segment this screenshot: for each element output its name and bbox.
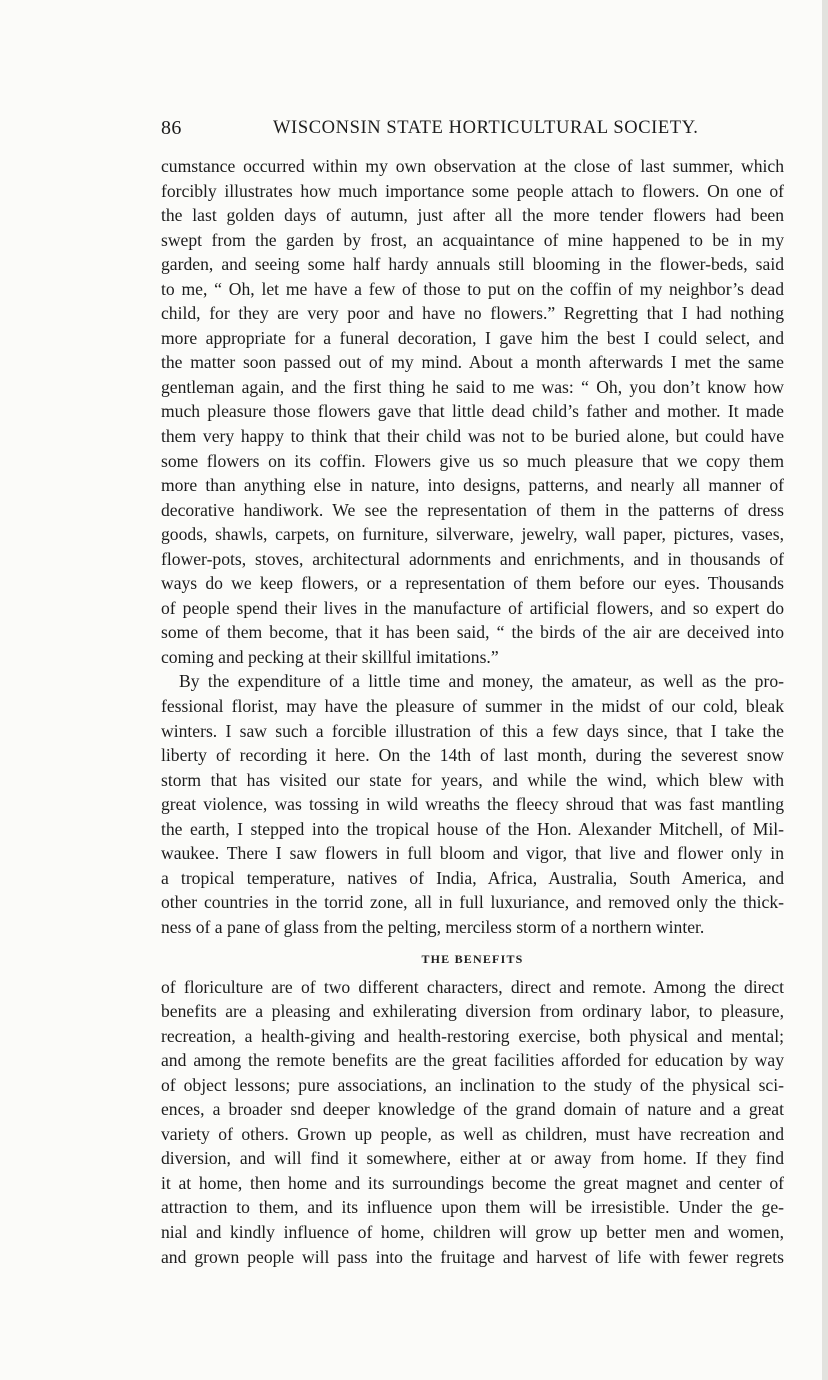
text-line: it at home, then home and its surroundings become the great magnet and center of xyxy=(161,1172,784,1193)
text-line: swept from the garden by frost, an acquaintance of mine happened to be in my xyxy=(161,229,784,250)
text-line: of people spend their lives in the manufacture of artificial flowers, and so expert do xyxy=(161,597,784,618)
text-line: much pleasure those flowers gave that little dead child’s father and mother. It made xyxy=(161,401,784,422)
text-line: nial and kindly influence of home, children will grow up better men and women, xyxy=(161,1221,784,1242)
text-line: and grown people will pass into the fruitage and harvest of life with fewer regrets xyxy=(161,1246,784,1267)
text-line: great violence, was tossing in wild wreaths the fleecy shroud that was fast mantling xyxy=(161,794,784,815)
text-line: more appropriate for a funeral decoration, I gave him the best I could select, and xyxy=(161,327,784,348)
text-line: to me, “ Oh, let me have a few of those to put on the coffin of my neighbor’s dead xyxy=(161,278,784,299)
page-header xyxy=(161,117,784,141)
text-line: storm that has visited our state for years, and while the wind, which blew with xyxy=(161,769,784,790)
text-line: flower-pots, stoves, architectural adornments and enrichments, and in thousands of xyxy=(161,548,784,569)
text-line: recreation, a health-giving and health-restoring exercise, both physical and mental; xyxy=(161,1025,784,1046)
text-line: goods, shawls, carpets, on furniture, silverware, jewelry, wall paper, pictures, vases, xyxy=(161,524,784,545)
text-line: of floriculture are of two different characters, direct and remote. Among the direct xyxy=(161,976,784,997)
text-line: waukee. There I saw flowers in full bloom and vigor, that live and flower only in xyxy=(161,843,784,864)
text-line: benefits are a pleasing and exhilerating diversion from ordinary labor, to pleasure, xyxy=(161,1001,784,1022)
paragraph-start-line: By the expenditure of a little time and money, the amateur, as well as the pro- xyxy=(179,671,784,692)
body-text xyxy=(161,154,784,1269)
text-line: the earth, I stepped into the tropical house of the Hon. Alexander Mitchell, of Mil- xyxy=(161,818,784,839)
page-edge xyxy=(822,0,828,1380)
page-number: 86 xyxy=(161,117,182,139)
text-line: winters. I saw such a forcible illustration of this a few days since, that I take the xyxy=(161,720,784,741)
text-line: other countries in the torrid zone, all in full luxuriance, and removed only the thick- xyxy=(161,892,784,913)
text-line: the matter soon passed out of my mind. About a month afterwards I met the same xyxy=(161,352,784,373)
text-line: more than anything else in nature, into designs, patterns, and nearly all manner of xyxy=(161,475,784,496)
text-line: garden, and seeing some half hardy annuals still blooming in the flower-beds, said xyxy=(161,254,784,275)
text-line: forcibly illustrates how much importance some people attach to flowers. On one of xyxy=(161,180,784,201)
text-line: child, for they are very poor and have no flowers.” Regretting that I had nothing xyxy=(161,303,784,324)
paragraph-end-line: ness of a pane of glass from the pelting, merciless storm of a northern winter. xyxy=(161,916,705,937)
text-line: decorative handiwork. We see the representation of them in the patterns of dress xyxy=(161,499,784,520)
section-heading: THE BENEFITS xyxy=(421,951,524,966)
running-head: WISCONSIN STATE HORTICULTURAL SOCIETY. xyxy=(273,118,699,138)
text-line: them very happy to think that their child was not to be buried alone, but could have xyxy=(161,426,784,447)
text-line: liberty of recording it here. On the 14th of last month, during the severest snow xyxy=(161,745,784,766)
text-line: some flowers on its coffin. Flowers give us so much pleasure that we copy them xyxy=(161,450,784,471)
text-line: fessional florist, may have the pleasure of summer in the midst of our cold, bleak xyxy=(161,696,784,717)
text-line: a tropical temperature, natives of India, Africa, Australia, South America, and xyxy=(161,867,784,888)
text-line: variety of others. Grown up people, as well as children, must have recreation and xyxy=(161,1123,784,1144)
text-line: attraction to them, and its influence upon them will be irresistible. Under the ge- xyxy=(161,1197,784,1218)
text-line: diversion, and will find it somewhere, either at or away from home. If they find xyxy=(161,1148,784,1169)
text-line: the last golden days of autumn, just after all the more tender flowers had been xyxy=(161,205,784,226)
text-line: ences, a broader snd deeper knowledge of the grand domain of nature and a great xyxy=(161,1099,784,1120)
text-line: ways do we keep flowers, or a representation of them before our eyes. Thousands xyxy=(161,573,784,594)
text-line: cumstance occurred within my own observation at the close of last summer, which xyxy=(161,156,784,176)
paragraph-end-line: coming and pecking at their skillful imitations.” xyxy=(161,646,499,667)
text-line: some of them become, that it has been said, “ the birds of the air are deceived into xyxy=(161,622,784,643)
text-line: gentleman again, and the first thing he said to me was: “ Oh, you don’t know how xyxy=(161,376,784,397)
text-line: of object lessons; pure associations, an inclination to the study of the physical sci- xyxy=(161,1074,784,1095)
text-line: and among the remote benefits are the great facilities afforded for education by way xyxy=(161,1050,784,1071)
